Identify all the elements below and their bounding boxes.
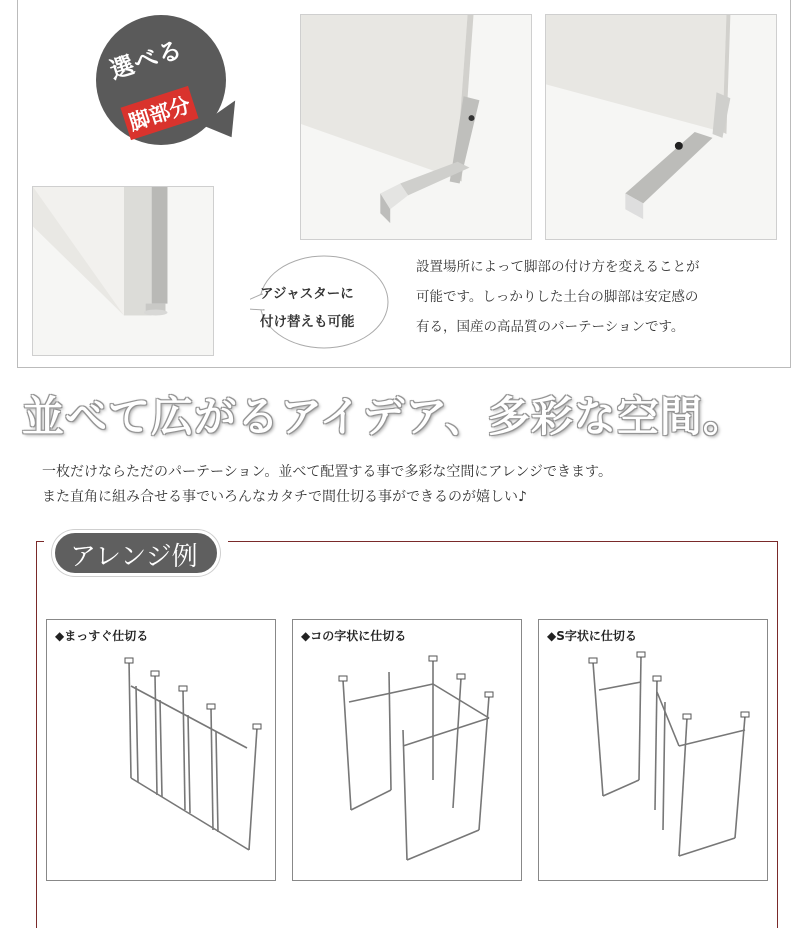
example-label-straight: ◆まっすぐ仕切る (55, 629, 149, 643)
example-label-s-shape: ◆S字状に仕切る (547, 629, 637, 643)
badge-highlight: 脚部分 (120, 86, 198, 140)
description-line-2: 可能です。しっかりした土台の脚部は安定感の (416, 289, 699, 305)
speech-line-2: 付け替えも可能 (260, 314, 355, 330)
intro-line-2: また直角に組み合せる事でいろんなカタチで間仕切る事ができるのが嬉しい♪ (42, 489, 527, 505)
arrange-example-s-shape (538, 619, 768, 881)
description-line-3: 有る，国産の高品質のパーテーションです。 (416, 319, 685, 335)
intro-line-1: 一枚だけならただのパーテーション。並べて配置する事で多彩な空間にアレンジできます。 (42, 464, 612, 480)
speech-line-1: アジャスターに (260, 286, 354, 302)
main-headline: 並べて広がるアイデア、多彩な空間。 (22, 392, 746, 441)
feature-description (416, 252, 786, 342)
adjuster-leg-photo (32, 186, 214, 356)
description-line-1: 設置場所によって脚部の付け方を変えることが (416, 259, 700, 275)
example-label-u-shape: ◆コの字状に仕切る (301, 629, 407, 643)
panel-foot-photo-1 (300, 14, 532, 240)
badge-title: 選べる (106, 34, 187, 85)
arrange-title: アレンジ例 (70, 542, 198, 572)
panel-foot-photo-2 (545, 14, 777, 240)
arrange-example-u-shape (292, 619, 522, 881)
arrange-example-straight (46, 619, 276, 881)
adjuster-speech-bubble (250, 250, 390, 350)
intro-text (42, 460, 612, 510)
